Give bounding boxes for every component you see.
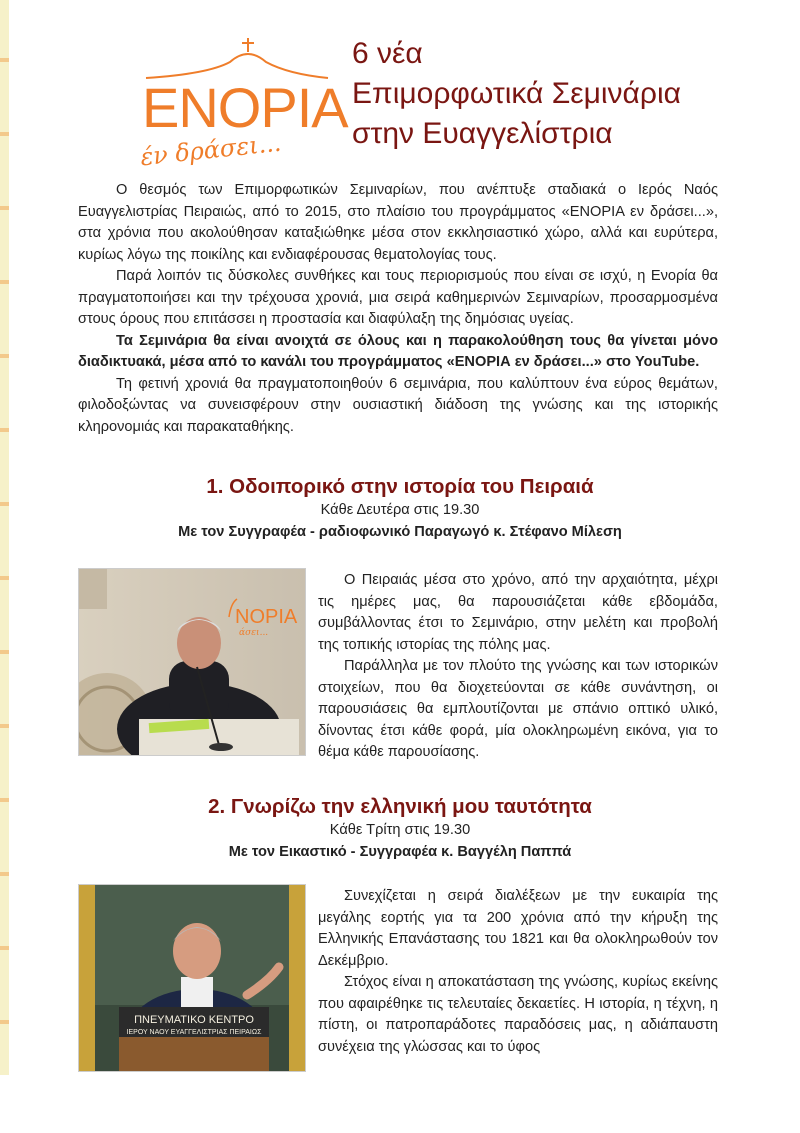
svg-text:ΙΕΡΟΥ ΝΑΟΥ ΕΥΑΓΓΕΛΙΣΤΡΙΑΣ ΠΕΙΡ: ΙΕΡΟΥ ΝΑΟΥ ΕΥΑΓΓΕΛΙΣΤΡΙΑΣ ΠΕΙΡΑΙΩΣ <box>126 1029 262 1036</box>
speaker-photo-2 <box>78 884 306 1072</box>
page-title <box>352 34 772 154</box>
svg-text:άσει...: άσει... <box>239 628 269 638</box>
section-1-title: 1. Οδοιπορικό στην ιστορία του Πειραιά <box>206 475 594 498</box>
logo-tagline: έν δράσει... <box>138 128 283 172</box>
speaker-photo-1 <box>78 568 306 756</box>
section-2-paragraph: Στόχος είναι η αποκατάσταση της γνώσης, κυρίως εκείνης που αφαιρέθηκε τις τελευταίες δεκαετίες. Η ιστορία, η τέχνη, η πίστη, οι πατροπαράδοτες παραδόσεις μας, η αδιάπαυστη συνέχεια της γλώσσας και το ύφος <box>318 974 718 1055</box>
title-line-2: Επιμορφωτικά Σεμινάρια <box>352 77 681 110</box>
intro-paragraph: Παρά λοιπόν τις δύσκολες συνθήκες και τους περιορισμούς που είναι σε ισχύ, η Ενορία θα πραγματοποιήσει και την τρέχουσα χρονιά, μια σειρά καθημερινών Σεμιναρίων, προσαρμοσμένα στους όρους που επιτάσσει η προστασία και διαφύλαξη της δημόσιας υγείας. <box>78 268 718 327</box>
intro-paragraph: Τη φετινή χρονιά θα πραγματοποιηθούν 6 σεμινάρια, που καλύπτουν ένα εύρος θεμάτων, φιλοδοξώντας να συνεισφέρουν στην ουσιαστική διάδοση της γνώσης και της ιστορικής κληρονομιάς και παρακαταθήκης. <box>78 375 718 435</box>
section-2-header <box>60 794 740 864</box>
section-2-text <box>318 886 718 1058</box>
svg-text:ΝΟΡΙΑ: ΝΟΡΙΑ <box>235 606 298 628</box>
section-1-paragraph: Παράλληλα με τον πλούτο της γνώσης και των ιστορικών στοιχείων, που θα διοχετεύονται σε κάθε συνάντηση, οι παρουσιάσεις θα εμπλουτίζονται με σπάνιο οπτικό υλικό, δίνοντας έτσι κάθε φορά, μία ολοκληρωμένη εικόνα, για το θέμα κάθε παρουσίασης. <box>318 658 718 760</box>
page-edge-strip <box>0 0 9 1075</box>
intro-paragraph: Ο θεσμός των Επιμορφωτικών Σεμιναρίων, που ανέπτυξε σταδιακά ο Ιερός Ναός Ευαγγελιστρίας Πειραιώς, από το 2015, στο πλαίσιο του προγράμματος «ΕΝΟΡΙΑ εν δράσει...», στα χρόνια που ακολούθησαν καταξιώθηκε μέσα στον εκκλησιαστικό χώρο, αλλά και ευρύτερα, κυρίως λόγω της ποικίλης και ενδιαφέρουσας θεματολογίας τους. <box>78 182 718 263</box>
svg-text:ΠΝΕΥΜΑΤΙΚΟ ΚΕΝΤΡΟ: ΠΝΕΥΜΑΤΙΚΟ ΚΕΝΤΡΟ <box>134 1014 254 1026</box>
enoria-logo <box>138 36 348 172</box>
intro-paragraph-bold: Τα Σεμινάρια θα είναι ανοιχτά σε όλους και η παρακολούθηση τους θα γίνεται μόνο διαδικτυακά, μέσα από το κανάλι του προγράμματος «ΕΝΟΡΙΑ εν δράσει...» στο YouTube. <box>78 332 718 370</box>
title-line-1: 6 νέα <box>352 37 423 70</box>
section-1-host: Με τον Συγγραφέα - ραδιοφωνικό Παραγωγό κ. Στέφανο Μίλεση <box>178 524 622 540</box>
section-2-title: 2. Γνωρίζω την ελληνική μου ταυτότητα <box>208 795 592 818</box>
section-1-schedule: Κάθε Δευτέρα στις 19.30 <box>320 502 480 518</box>
section-2-paragraph: Συνεχίζεται η σειρά διαλέξεων με την ευκαιρία της μεγάλης εορτής για τα 200 χρόνια από την κήρυξη της Ελληνικής Επανάστασης του 1821 και θα ολοκληρωθούν τον Δεκέμβριο. <box>318 888 718 969</box>
logo-word: ΕΝΟΡΙΑ <box>142 76 348 139</box>
section-2-schedule: Κάθε Τρίτη στις 19.30 <box>329 822 471 838</box>
section-1-paragraph: Ο Πειραιάς μέσα στο χρόνο, από την αρχαιότητα, μέχρι τις ημέρες μας, θα παρουσιάζεται κάθε εβδομάδα, συμβάλλοντας έτσι το Σεμινάριο, στην μελέτη και προβολή της τοπικής ιστορίας της πόλης μας. <box>318 572 718 653</box>
title-line-3: στην Ευαγγελίστρια <box>352 117 613 150</box>
intro-text <box>78 180 718 438</box>
section-1-header <box>60 474 740 544</box>
section-1-text <box>318 570 718 764</box>
section-2-host: Με τον Εικαστικό - Συγγραφέα κ. Βαγγέλη Παππά <box>228 844 572 860</box>
